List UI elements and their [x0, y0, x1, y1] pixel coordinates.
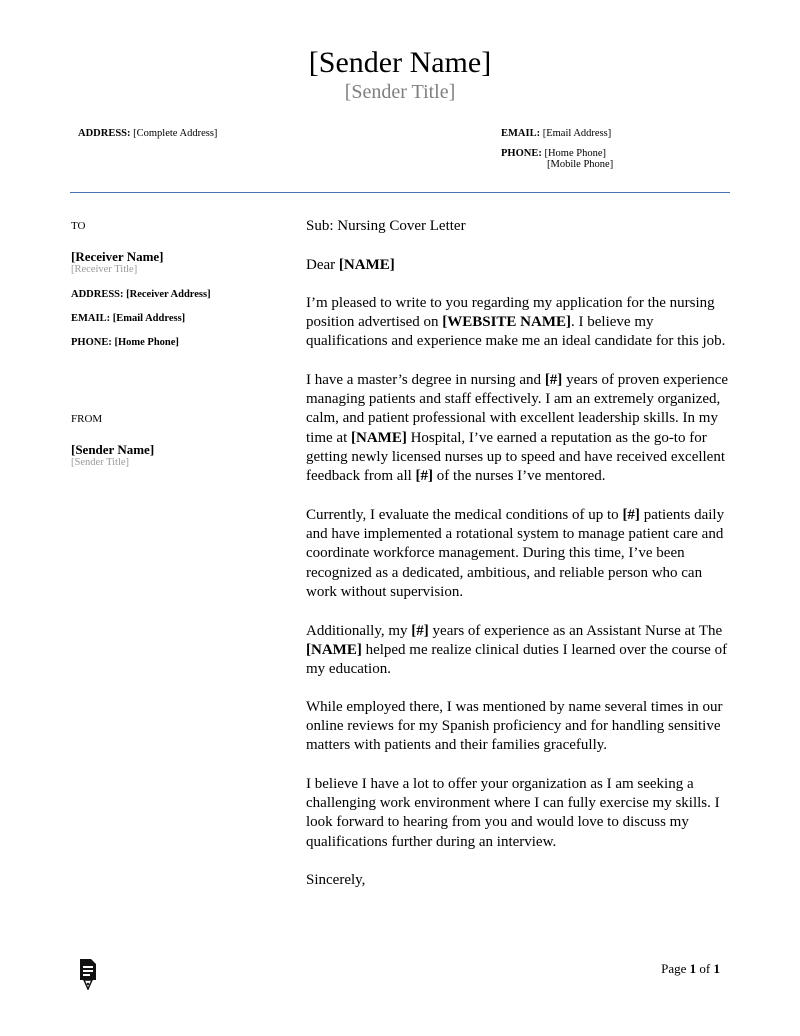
letter-salutation [306, 256, 736, 275]
email-label: EMAIL: [501, 128, 541, 139]
receiver-phone: PHONE: [Home Phone] [71, 337, 179, 348]
receiver-name: [Receiver Name] [71, 249, 164, 264]
p3-text-a: Currently, I evaluate the medical conditions of up to [306, 507, 623, 523]
sender-name-heading: [Sender Name] [308, 46, 492, 79]
p2-text-g: of the nurses I’ve mentored. [433, 468, 606, 485]
phone-label: PHONE: [501, 148, 542, 159]
address-value: [Complete Address] [133, 128, 218, 139]
p2-text-e: Hospital, I’ve earned a reputation as the go-to for getting newly licensed nurses up to speed and have received excellent feedback from all [306, 429, 726, 485]
p1-text-a: I’m pleased to write to you regarding my application for the nursing position advertised on [306, 295, 715, 331]
header-divider [70, 192, 730, 193]
from-sender-name: [Sender Name] [71, 442, 155, 457]
p4-text-e: helped me realize clinical duties I learned over the course of my education. [306, 642, 728, 678]
p4-placeholder-years: [#] [411, 623, 429, 639]
from-label: FROM [71, 413, 103, 425]
email-value: [Email Address] [542, 128, 612, 139]
letter-subject: Sub: Nursing Cover Letter [306, 218, 466, 234]
p2-placeholder-count: [#] [415, 468, 434, 485]
p4-text-a: Additionally, my [306, 623, 412, 639]
page-current: 1 [689, 961, 697, 976]
paragraph-3 [306, 506, 736, 602]
p2-text-a: I have a master’s degree in nursing and [306, 372, 545, 388]
receiver-title: [Receiver Title] [71, 264, 138, 275]
paragraph-6: I believe I have a lot to offer your organization as I am seeking a challenging work environment where I can fully exercise my skills. I look forward to hearing from you and would love to discuss my qualifications further during an interview. [306, 776, 720, 850]
receiver-address: ADDRESS: [Receiver Address] [71, 289, 211, 300]
header-address [78, 128, 217, 140]
receiver-email: EMAIL: [Email Address] [71, 313, 186, 324]
salutation-prefix: Dear [306, 257, 339, 273]
page-total: 1 [713, 961, 720, 976]
address-label: ADDRESS: [78, 128, 131, 139]
page-number [661, 961, 720, 977]
page-of: of [699, 961, 711, 976]
from-sender-title: [Sender Title] [71, 457, 130, 468]
page-word: Page [661, 961, 687, 976]
paragraph-5: While employed there, I was mentioned by name several times in our online reviews for my Spanish proficiency and for handling sensitive matters with patients and their families gracefully. [306, 699, 723, 754]
salutation-name: [NAME] [338, 257, 395, 273]
header-email [501, 128, 611, 140]
p3-placeholder-patients: [#] [622, 507, 640, 523]
p4-placeholder-name: [NAME] [306, 642, 362, 659]
p2-placeholder-years: [#] [544, 372, 563, 388]
p3-text-c: patients daily and have implemented a rotational system to manage patient care and coordinate workforce management. During this time, I’ve been recognized as a dedicated, ambitious, and reliable person who can work without supervision. [306, 507, 725, 600]
p2-text-c: years of proven experience managing patients and staff effectively. I am an extremely organized, calm, and patient professional with excellent leadership skills. In my time at [306, 372, 729, 446]
p1-placeholder-website: [WEBSITE NAME] [442, 314, 572, 331]
to-label: TO [71, 220, 86, 232]
home-phone-value: [Home Phone] [544, 148, 606, 159]
p4-text-c: years of experience as an Assistant Nurse at The [428, 623, 723, 639]
paragraph-2 [306, 371, 736, 486]
letter-closing: Sincerely, [306, 872, 366, 888]
mobile-phone-value: [Mobile Phone] [547, 159, 614, 170]
p1-text-c: . I believe my qualifications and experience make me an ideal candidate for this job. [306, 314, 726, 350]
p2-placeholder-hospital: [NAME] [351, 429, 407, 446]
paragraph-1 [306, 294, 736, 352]
sender-title-heading: [Sender Title] [344, 81, 456, 103]
paragraph-4 [306, 622, 736, 680]
document-logo-icon [78, 958, 98, 990]
